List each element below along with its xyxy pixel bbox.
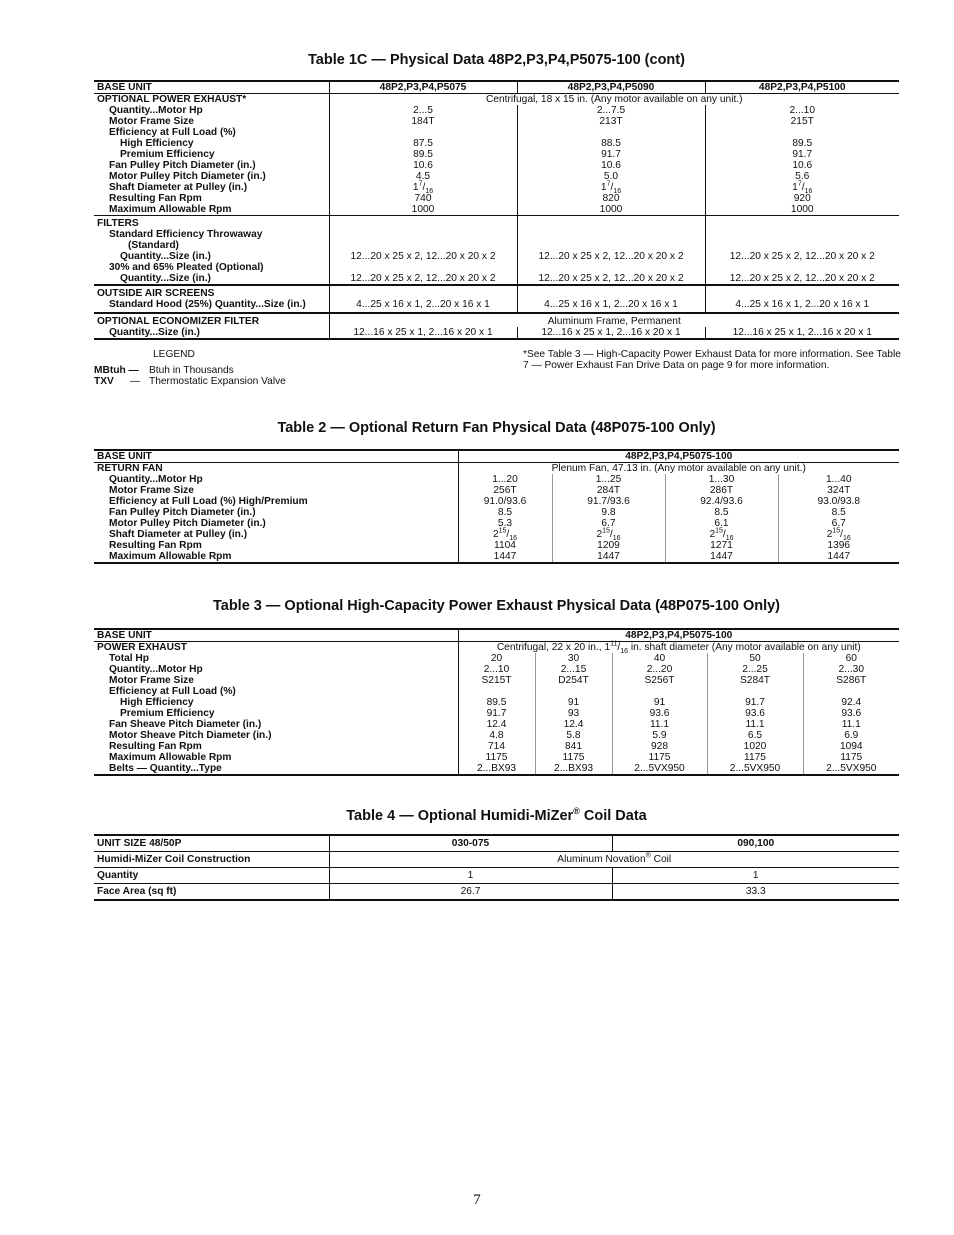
legend-item-mbtuh: MBtuh — Btuh in Thousands bbox=[94, 365, 234, 376]
oef-value-5075: 12...16 x 25 x 1, 2...16 x 20 x 1 bbox=[353, 327, 493, 338]
filters-values-5100: 12...20 x 25 x 2, 12...20 x 20 x 2 12...20 x 25 x 2, 12...20 x 20 x 2 bbox=[705, 216, 899, 286]
table-4-title: Table 4 — Optional Humidi-MiZer® Coil Data bbox=[346, 806, 647, 824]
col-header-090-100: 090,100 bbox=[737, 838, 775, 849]
footnote: *See Table 3 — High-Capacity Power Exhaust Data for more information. See Table 7 — Power Exhaust Fan Drive Data on page 9 for more information. bbox=[523, 349, 901, 371]
hc-power-exhaust-labels: POWER EXHAUST Total Hp Quantity...Motor Hp Motor Frame Size Efficiency at Full Load (%) High Efficiency Premium Efficiency Fan Sheave Pitch Diameter (in.) Motor Sheave Pitch Diameter (in.) Resulting Fan Rpm Maximum Allowable Rpm Belts — Quantity...Type bbox=[94, 642, 458, 776]
legend-item-txv: TXV — Thermostatic Expansion Valve bbox=[94, 376, 286, 387]
quantity-label: Quantity bbox=[94, 868, 329, 884]
table-3-title: Table 3 — Optional High-Capacity Power Exhaust Physical Data (48P075-100 Only) bbox=[212, 598, 781, 614]
hc-values-60hp: 60 2...30 S286T 92.4 93.6 11.1 6.9 1094 1175 2...5VX950 bbox=[803, 653, 899, 775]
oef-value-5090: 12...16 x 25 x 1, 2...16 x 20 x 1 bbox=[517, 327, 705, 339]
oef-value-5100: 12...16 x 25 x 1, 2...16 x 20 x 1 bbox=[705, 327, 899, 339]
t3-col-header: 48P2,P3,P4,P5075-100 bbox=[625, 630, 733, 641]
table-2-title: Table 2 — Optional Return Fan Physical Data (48P075-100 Only) bbox=[277, 420, 716, 436]
base-unit-header: BASE UNIT bbox=[94, 81, 329, 94]
filters-labels: FILTERS Standard Efficiency Throwaway (Standard) Quantity...Size (in.) 30% and 65% Pleated (Optional) Quantity...Size (in.) bbox=[94, 216, 329, 286]
oas-value-5075: 4...25 x 16 x 1, 2...20 x 16 x 1 bbox=[356, 299, 490, 310]
rf-values-25hp: 1...25 284T 91.7/93.6 9.8 6.7 $2^{15}/_{16}$ 1209 1447 bbox=[552, 474, 665, 563]
table-4-grid bbox=[94, 834, 899, 901]
pe-values-5100: 2...10 215T 89.5 91.7 10.6 5.6 $1^7/_{16}$ 920 1000 bbox=[705, 105, 899, 216]
col-header-5100: 48P2,P3,P4,P5100 bbox=[705, 81, 899, 94]
oas-value-5090: 4...25 x 16 x 1, 2...20 x 16 x 1 bbox=[517, 285, 705, 313]
power-exhaust-labels: OPTIONAL POWER EXHAUST* Quantity...Motor Hp Motor Frame Size Efficiency at Full Load (%) High Efficiency Premium Efficiency Fan Pulley Pitch Diameter (in.) Motor Pulley Pitch Diameter (in.) Shaft Diameter at Pulley (in.) Resulting Fan Rpm Maximum Allowable Rpm bbox=[94, 94, 329, 216]
unit-size-header: UNIT SIZE 48/50P bbox=[94, 835, 329, 852]
hc-values-40hp: 40 2...20 S256T 91 93.6 11.1 5.9 928 1175 2...5VX950 bbox=[612, 653, 707, 775]
power-exhaust-span: Centrifugal, 18 x 15 in. (Any motor available on any unit.) bbox=[485, 94, 743, 105]
table-3-grid bbox=[94, 628, 899, 776]
col-header-5090: 48P2,P3,P4,P5090 bbox=[517, 81, 705, 94]
page-number: 7 bbox=[473, 1192, 481, 1208]
construction-value: Aluminum Novation® Coil bbox=[557, 852, 672, 865]
hc-values-50hp: 50 2...25 S284T 91.7 93.6 11.1 6.5 1020 1175 2...5VX950 bbox=[707, 653, 803, 775]
table-1c-grid bbox=[94, 80, 899, 340]
face-area-value-030-075: 26.7 bbox=[329, 884, 612, 901]
t2-base-unit-header: BASE UNIT bbox=[94, 450, 458, 463]
hc-values-30hp: 30 2...15 D254T 91 93 12.4 5.8 841 1175 2...BX93 bbox=[535, 653, 612, 775]
hc-power-exhaust-span: Centrifugal, 22 x 20 in., $1^{11}/_{16}$ in. shaft diameter (Any motor available on any unit) bbox=[496, 640, 861, 656]
oef-span: Aluminum Frame, Permanent bbox=[547, 316, 681, 327]
construction-label: Humidi-MiZer Coil Construction bbox=[94, 852, 329, 868]
rf-values-20hp: 1...20 256T 91.0/93.6 8.5 5.3 $2^{15}/_{16}$ 1104 1447 bbox=[483, 474, 527, 562]
pe-values-5075: 2...5 184T 87.5 89.5 10.6 4.5 $1^7/_{16}$ 740 1000 bbox=[411, 105, 435, 215]
legend-title: LEGEND bbox=[153, 349, 195, 360]
quantity-value-030-075: 1 bbox=[329, 868, 612, 884]
oas-value-5100: 4...25 x 16 x 1, 2...20 x 16 x 1 bbox=[705, 285, 899, 313]
col-header-030-075: 030-075 bbox=[329, 835, 612, 852]
filters-values-5090: 12...20 x 25 x 2, 12...20 x 20 x 2 12...20 x 25 x 2, 12...20 x 20 x 2 bbox=[517, 216, 705, 286]
filters-values-5075: 12...20 x 25 x 2, 12...20 x 20 x 2 12...20 x 25 x 2, 12...20 x 20 x 2 bbox=[350, 251, 496, 284]
hc-values-20hp: 20 2...10 S215T 89.5 91.7 12.4 4.8 714 1175 2...BX93 bbox=[476, 653, 517, 774]
pe-values-5090: 2...7.5 213T 88.5 91.7 10.6 5.0 $1^7/_{16}$ 820 1000 bbox=[517, 105, 705, 216]
table-2-grid bbox=[94, 449, 899, 564]
t2-col-header: 48P2,P3,P4,P5075-100 bbox=[625, 451, 733, 462]
quantity-value-090-100: 1 bbox=[752, 870, 759, 881]
return-fan-span: Plenum Fan, 47.13 in. (Any motor available on any unit.) bbox=[551, 463, 806, 474]
return-fan-labels: RETURN FAN Quantity...Motor Hp Motor Frame Size Efficiency at Full Load (%) High/Premium Fan Pulley Pitch Diameter (in.) Motor Pulley Pitch Diameter (in.) Shaft Diameter at Pulley (in.) Resulting Fan Rpm Maximum Allowable Rpm bbox=[94, 463, 458, 564]
rf-values-30hp: 1...30 286T 92.4/93.6 8.5 6.1 $2^{15}/_{16}$ 1271 1447 bbox=[665, 474, 778, 563]
oas-labels: OUTSIDE AIR SCREENS Standard Hood (25%) Quantity...Size (in.) bbox=[94, 285, 329, 313]
rf-values-40hp: 1...40 324T 93.0/93.8 8.5 6.7 $2^{15}/_{16}$ 1396 1447 bbox=[778, 474, 899, 563]
t3-base-unit-header: BASE UNIT bbox=[94, 629, 458, 642]
legend bbox=[94, 349, 354, 387]
col-header-5075: 48P2,P3,P4,P5075 bbox=[379, 82, 467, 93]
oef-labels: OPTIONAL ECONOMIZER FILTER Quantity...Size (in.) bbox=[94, 313, 329, 339]
table-1c-title: Table 1C — Physical Data 48P2,P3,P4,P5075-100 (cont) bbox=[308, 52, 685, 68]
face-area-label: Face Area (sq ft) bbox=[94, 884, 329, 901]
face-area-value-090-100: 33.3 bbox=[745, 886, 766, 897]
